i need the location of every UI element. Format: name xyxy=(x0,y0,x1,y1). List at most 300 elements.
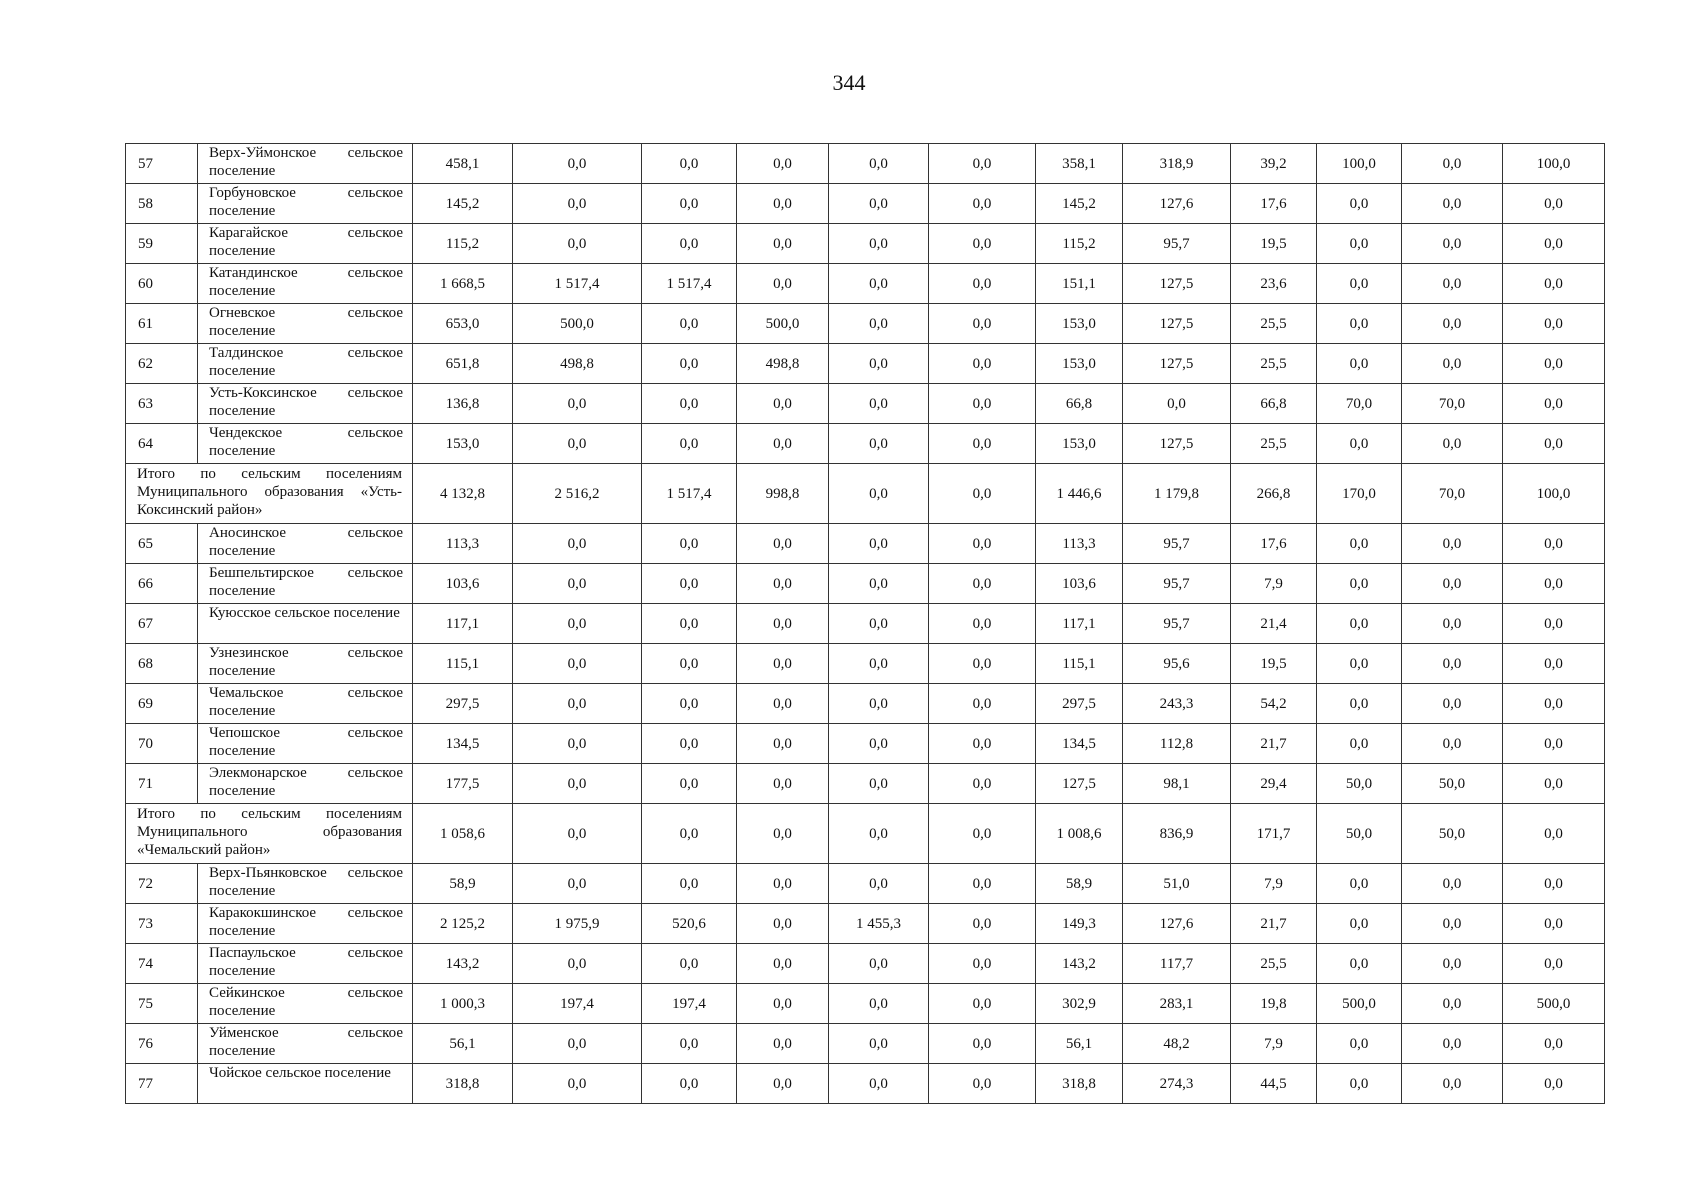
value-cell: 0,0 xyxy=(513,224,642,264)
value-cell: 0,0 xyxy=(1402,144,1503,184)
value-cell: 0,0 xyxy=(1503,304,1605,344)
value-cell: 0,0 xyxy=(1317,564,1402,604)
value-cell: 134,5 xyxy=(413,724,513,764)
value-cell: 0,0 xyxy=(642,804,737,864)
value-cell: 0,0 xyxy=(1402,864,1503,904)
value-cell: 500,0 xyxy=(1503,984,1605,1024)
value-cell: 0,0 xyxy=(737,764,829,804)
value-cell: 297,5 xyxy=(1036,684,1123,724)
value-cell: 0,0 xyxy=(642,344,737,384)
value-cell: 0,0 xyxy=(1317,524,1402,564)
value-cell: 0,0 xyxy=(737,684,829,724)
value-cell: 0,0 xyxy=(1402,684,1503,724)
value-cell: 266,8 xyxy=(1231,464,1317,524)
value-cell: 0,0 xyxy=(1503,524,1605,564)
value-cell: 0,0 xyxy=(1317,1024,1402,1064)
row-number: 70 xyxy=(126,724,198,764)
row-number: 58 xyxy=(126,184,198,224)
value-cell: 0,0 xyxy=(737,944,829,984)
table-row xyxy=(126,344,1605,384)
value-cell: 0,0 xyxy=(513,144,642,184)
value-cell: 0,0 xyxy=(642,724,737,764)
value-cell: 0,0 xyxy=(929,424,1036,464)
value-cell: 136,8 xyxy=(413,384,513,424)
value-cell: 0,0 xyxy=(1317,264,1402,304)
settlements-table xyxy=(125,143,1605,1104)
value-cell: 0,0 xyxy=(737,524,829,564)
value-cell: 0,0 xyxy=(829,224,929,264)
settlement-name: Усть-Коксинское сельское поселение xyxy=(198,384,413,424)
value-cell: 0,0 xyxy=(737,1064,829,1104)
value-cell: 0,0 xyxy=(642,564,737,604)
value-cell: 0,0 xyxy=(737,184,829,224)
value-cell: 0,0 xyxy=(929,344,1036,384)
value-cell: 0,0 xyxy=(1317,944,1402,984)
value-cell: 0,0 xyxy=(1402,1024,1503,1064)
value-cell: 1 000,3 xyxy=(413,984,513,1024)
value-cell: 0,0 xyxy=(513,384,642,424)
value-cell: 127,5 xyxy=(1123,424,1231,464)
row-number: 74 xyxy=(126,944,198,984)
value-cell: 0,0 xyxy=(737,724,829,764)
value-cell: 0,0 xyxy=(642,864,737,904)
value-cell: 117,7 xyxy=(1123,944,1231,984)
value-cell: 21,7 xyxy=(1231,904,1317,944)
value-cell: 0,0 xyxy=(829,344,929,384)
value-cell: 0,0 xyxy=(929,684,1036,724)
value-cell: 0,0 xyxy=(737,224,829,264)
value-cell: 0,0 xyxy=(1503,1024,1605,1064)
settlement-name: Карагайское сельское поселение xyxy=(198,224,413,264)
value-cell: 0,0 xyxy=(1503,264,1605,304)
row-number: 69 xyxy=(126,684,198,724)
table-row xyxy=(126,524,1605,564)
value-cell: 0,0 xyxy=(737,564,829,604)
value-cell: 0,0 xyxy=(1402,524,1503,564)
value-cell: 0,0 xyxy=(642,944,737,984)
value-cell: 95,7 xyxy=(1123,524,1231,564)
value-cell: 0,0 xyxy=(1503,644,1605,684)
value-cell: 0,0 xyxy=(737,424,829,464)
value-cell: 0,0 xyxy=(1123,384,1231,424)
value-cell: 19,5 xyxy=(1231,224,1317,264)
settlement-name: Чепошское сельское поселение xyxy=(198,724,413,764)
value-cell: 318,9 xyxy=(1123,144,1231,184)
value-cell: 0,0 xyxy=(737,1024,829,1064)
value-cell: 0,0 xyxy=(929,1064,1036,1104)
total-row xyxy=(126,464,1605,524)
value-cell: 0,0 xyxy=(929,184,1036,224)
value-cell: 358,1 xyxy=(1036,144,1123,184)
value-cell: 0,0 xyxy=(642,184,737,224)
value-cell: 0,0 xyxy=(737,904,829,944)
value-cell: 0,0 xyxy=(513,764,642,804)
value-cell: 95,7 xyxy=(1123,224,1231,264)
value-cell: 145,2 xyxy=(1036,184,1123,224)
row-number: 64 xyxy=(126,424,198,464)
value-cell: 17,6 xyxy=(1231,524,1317,564)
value-cell: 21,7 xyxy=(1231,724,1317,764)
value-cell: 0,0 xyxy=(513,644,642,684)
value-cell: 0,0 xyxy=(829,944,929,984)
value-cell: 1 668,5 xyxy=(413,264,513,304)
value-cell: 0,0 xyxy=(1317,184,1402,224)
value-cell: 0,0 xyxy=(829,384,929,424)
value-cell: 0,0 xyxy=(929,644,1036,684)
settlement-name: Огневское сельское поселение xyxy=(198,304,413,344)
value-cell: 19,8 xyxy=(1231,984,1317,1024)
value-cell: 1 058,6 xyxy=(413,804,513,864)
table-row xyxy=(126,424,1605,464)
value-cell: 0,0 xyxy=(929,764,1036,804)
value-cell: 170,0 xyxy=(1317,464,1402,524)
value-cell: 127,6 xyxy=(1123,904,1231,944)
value-cell: 0,0 xyxy=(1503,1064,1605,1104)
table-row xyxy=(126,264,1605,304)
value-cell: 0,0 xyxy=(1402,984,1503,1024)
value-cell: 51,0 xyxy=(1123,864,1231,904)
value-cell: 143,2 xyxy=(1036,944,1123,984)
value-cell: 0,0 xyxy=(642,1024,737,1064)
value-cell: 0,0 xyxy=(1503,724,1605,764)
value-cell: 0,0 xyxy=(1503,384,1605,424)
table-row xyxy=(126,604,1605,644)
value-cell: 171,7 xyxy=(1231,804,1317,864)
value-cell: 297,5 xyxy=(413,684,513,724)
value-cell: 1 517,4 xyxy=(642,464,737,524)
row-number: 76 xyxy=(126,1024,198,1064)
value-cell: 0,0 xyxy=(737,604,829,644)
value-cell: 25,5 xyxy=(1231,424,1317,464)
settlement-name: Чойское сельское поселение xyxy=(198,1064,413,1104)
value-cell: 4 132,8 xyxy=(413,464,513,524)
value-cell: 7,9 xyxy=(1231,1024,1317,1064)
settlement-name: Талдинское сельское поселение xyxy=(198,344,413,384)
value-cell: 117,1 xyxy=(1036,604,1123,644)
value-cell: 54,2 xyxy=(1231,684,1317,724)
table-row xyxy=(126,864,1605,904)
value-cell: 500,0 xyxy=(1317,984,1402,1024)
value-cell: 0,0 xyxy=(1317,304,1402,344)
value-cell: 653,0 xyxy=(413,304,513,344)
value-cell: 0,0 xyxy=(829,644,929,684)
value-cell: 153,0 xyxy=(1036,344,1123,384)
value-cell: 56,1 xyxy=(413,1024,513,1064)
value-cell: 2 516,2 xyxy=(513,464,642,524)
value-cell: 66,8 xyxy=(1036,384,1123,424)
value-cell: 0,0 xyxy=(929,564,1036,604)
value-cell: 19,5 xyxy=(1231,644,1317,684)
value-cell: 0,0 xyxy=(1402,904,1503,944)
value-cell: 143,2 xyxy=(413,944,513,984)
row-number: 57 xyxy=(126,144,198,184)
value-cell: 243,3 xyxy=(1123,684,1231,724)
value-cell: 117,1 xyxy=(413,604,513,644)
row-number: 72 xyxy=(126,864,198,904)
value-cell: 0,0 xyxy=(929,384,1036,424)
value-cell: 520,6 xyxy=(642,904,737,944)
value-cell: 0,0 xyxy=(829,524,929,564)
value-cell: 0,0 xyxy=(1402,724,1503,764)
total-row xyxy=(126,804,1605,864)
value-cell: 0,0 xyxy=(829,724,929,764)
settlement-name: Аносинское сельское поселение xyxy=(198,524,413,564)
value-cell: 0,0 xyxy=(829,864,929,904)
value-cell: 134,5 xyxy=(1036,724,1123,764)
value-cell: 44,5 xyxy=(1231,1064,1317,1104)
value-cell: 95,7 xyxy=(1123,564,1231,604)
value-cell: 0,0 xyxy=(829,144,929,184)
value-cell: 318,8 xyxy=(1036,1064,1123,1104)
value-cell: 103,6 xyxy=(413,564,513,604)
table-row xyxy=(126,384,1605,424)
value-cell: 500,0 xyxy=(513,304,642,344)
settlement-name: Верх-Пьянковское сельское поселение xyxy=(198,864,413,904)
value-cell: 0,0 xyxy=(737,644,829,684)
table-row xyxy=(126,764,1605,804)
value-cell: 0,0 xyxy=(1503,184,1605,224)
value-cell: 103,6 xyxy=(1036,564,1123,604)
row-number: 65 xyxy=(126,524,198,564)
value-cell: 70,0 xyxy=(1402,384,1503,424)
value-cell: 0,0 xyxy=(1503,424,1605,464)
value-cell: 500,0 xyxy=(737,304,829,344)
value-cell: 498,8 xyxy=(737,344,829,384)
value-cell: 0,0 xyxy=(513,1024,642,1064)
value-cell: 0,0 xyxy=(642,604,737,644)
settlement-name: Верх-Уймонское сельское поселение xyxy=(198,144,413,184)
value-cell: 17,6 xyxy=(1231,184,1317,224)
value-cell: 0,0 xyxy=(1402,264,1503,304)
value-cell: 0,0 xyxy=(642,304,737,344)
value-cell: 115,2 xyxy=(1036,224,1123,264)
value-cell: 0,0 xyxy=(829,604,929,644)
value-cell: 2 125,2 xyxy=(413,904,513,944)
value-cell: 0,0 xyxy=(737,804,829,864)
value-cell: 0,0 xyxy=(1503,224,1605,264)
table-row xyxy=(126,724,1605,764)
table-row xyxy=(126,984,1605,1024)
settlement-name: Сейкинское сельское поселение xyxy=(198,984,413,1024)
value-cell: 0,0 xyxy=(1402,424,1503,464)
table-row xyxy=(126,1064,1605,1104)
value-cell: 58,9 xyxy=(1036,864,1123,904)
value-cell: 115,1 xyxy=(413,644,513,684)
value-cell: 1 008,6 xyxy=(1036,804,1123,864)
row-number: 59 xyxy=(126,224,198,264)
value-cell: 197,4 xyxy=(513,984,642,1024)
value-cell: 0,0 xyxy=(829,464,929,524)
value-cell: 1 455,3 xyxy=(829,904,929,944)
value-cell: 0,0 xyxy=(929,524,1036,564)
value-cell: 0,0 xyxy=(829,984,929,1024)
table-row xyxy=(126,644,1605,684)
value-cell: 0,0 xyxy=(737,864,829,904)
value-cell: 25,5 xyxy=(1231,944,1317,984)
value-cell: 0,0 xyxy=(642,764,737,804)
value-cell: 0,0 xyxy=(1317,684,1402,724)
value-cell: 318,8 xyxy=(413,1064,513,1104)
value-cell: 0,0 xyxy=(513,804,642,864)
value-cell: 0,0 xyxy=(829,1024,929,1064)
value-cell: 0,0 xyxy=(1402,224,1503,264)
settlement-name: Паспаульское сельское поселение xyxy=(198,944,413,984)
value-cell: 274,3 xyxy=(1123,1064,1231,1104)
value-cell: 0,0 xyxy=(642,644,737,684)
table-row xyxy=(126,224,1605,264)
value-cell: 651,8 xyxy=(413,344,513,384)
value-cell: 0,0 xyxy=(513,604,642,644)
value-cell: 0,0 xyxy=(1503,564,1605,604)
value-cell: 29,4 xyxy=(1231,764,1317,804)
value-cell: 0,0 xyxy=(929,304,1036,344)
table-row xyxy=(126,184,1605,224)
value-cell: 39,2 xyxy=(1231,144,1317,184)
value-cell: 0,0 xyxy=(513,684,642,724)
value-cell: 0,0 xyxy=(929,904,1036,944)
value-cell: 25,5 xyxy=(1231,304,1317,344)
value-cell: 458,1 xyxy=(413,144,513,184)
value-cell: 153,0 xyxy=(413,424,513,464)
value-cell: 0,0 xyxy=(642,424,737,464)
row-number: 71 xyxy=(126,764,198,804)
value-cell: 1 179,8 xyxy=(1123,464,1231,524)
value-cell: 100,0 xyxy=(1317,144,1402,184)
value-cell: 0,0 xyxy=(1317,904,1402,944)
value-cell: 498,8 xyxy=(513,344,642,384)
value-cell: 95,7 xyxy=(1123,604,1231,644)
value-cell: 0,0 xyxy=(513,424,642,464)
value-cell: 100,0 xyxy=(1503,464,1605,524)
value-cell: 25,5 xyxy=(1231,344,1317,384)
value-cell: 127,6 xyxy=(1123,184,1231,224)
row-number: 68 xyxy=(126,644,198,684)
row-number: 61 xyxy=(126,304,198,344)
value-cell: 177,5 xyxy=(413,764,513,804)
value-cell: 0,0 xyxy=(513,184,642,224)
value-cell: 115,1 xyxy=(1036,644,1123,684)
settlement-name: Бешпельтирское сельское поселение xyxy=(198,564,413,604)
value-cell: 7,9 xyxy=(1231,864,1317,904)
value-cell: 0,0 xyxy=(642,1064,737,1104)
value-cell: 0,0 xyxy=(1317,224,1402,264)
value-cell: 153,0 xyxy=(1036,424,1123,464)
settlement-name: Куюсское сельское поселение xyxy=(198,604,413,644)
value-cell: 0,0 xyxy=(1503,864,1605,904)
value-cell: 0,0 xyxy=(1402,644,1503,684)
table-row xyxy=(126,684,1605,724)
value-cell: 0,0 xyxy=(929,264,1036,304)
value-cell: 0,0 xyxy=(642,384,737,424)
value-cell: 70,0 xyxy=(1317,384,1402,424)
value-cell: 0,0 xyxy=(513,724,642,764)
value-cell: 127,5 xyxy=(1123,304,1231,344)
settlement-name: Чендекское сельское поселение xyxy=(198,424,413,464)
settlement-name: Каракокшинское сельское поселение xyxy=(198,904,413,944)
value-cell: 0,0 xyxy=(929,804,1036,864)
value-cell: 56,1 xyxy=(1036,1024,1123,1064)
page-number: 344 xyxy=(832,70,866,95)
value-cell: 145,2 xyxy=(413,184,513,224)
value-cell: 58,9 xyxy=(413,864,513,904)
value-cell: 100,0 xyxy=(1503,144,1605,184)
value-cell: 0,0 xyxy=(1503,604,1605,644)
row-number: 73 xyxy=(126,904,198,944)
value-cell: 0,0 xyxy=(1317,644,1402,684)
value-cell: 0,0 xyxy=(1317,604,1402,644)
table-row xyxy=(126,304,1605,344)
table-row xyxy=(126,1024,1605,1064)
value-cell: 0,0 xyxy=(513,564,642,604)
value-cell: 0,0 xyxy=(1503,684,1605,724)
value-cell: 0,0 xyxy=(829,684,929,724)
value-cell: 0,0 xyxy=(829,424,929,464)
value-cell: 0,0 xyxy=(1503,804,1605,864)
value-cell: 98,1 xyxy=(1123,764,1231,804)
value-cell: 48,2 xyxy=(1123,1024,1231,1064)
row-number: 77 xyxy=(126,1064,198,1104)
value-cell: 0,0 xyxy=(1317,724,1402,764)
value-cell: 0,0 xyxy=(1317,1064,1402,1104)
row-number: 75 xyxy=(126,984,198,1024)
value-cell: 151,1 xyxy=(1036,264,1123,304)
settlement-name: Элекмонарское сельское поселение xyxy=(198,764,413,804)
value-cell: 0,0 xyxy=(929,864,1036,904)
value-cell: 0,0 xyxy=(1503,904,1605,944)
value-cell: 0,0 xyxy=(1402,944,1503,984)
value-cell: 0,0 xyxy=(829,304,929,344)
value-cell: 0,0 xyxy=(513,524,642,564)
value-cell: 23,6 xyxy=(1231,264,1317,304)
value-cell: 95,6 xyxy=(1123,644,1231,684)
row-number: 63 xyxy=(126,384,198,424)
value-cell: 0,0 xyxy=(642,684,737,724)
value-cell: 0,0 xyxy=(737,144,829,184)
value-cell: 1 517,4 xyxy=(513,264,642,304)
value-cell: 112,8 xyxy=(1123,724,1231,764)
value-cell: 0,0 xyxy=(1402,184,1503,224)
value-cell: 998,8 xyxy=(737,464,829,524)
value-cell: 836,9 xyxy=(1123,804,1231,864)
value-cell: 0,0 xyxy=(829,564,929,604)
value-cell: 50,0 xyxy=(1317,804,1402,864)
table-row xyxy=(126,904,1605,944)
value-cell: 0,0 xyxy=(929,1024,1036,1064)
value-cell: 7,9 xyxy=(1231,564,1317,604)
settlement-name: Узнезинское сельское поселение xyxy=(198,644,413,684)
total-label: Итого по сельским поселениям Муниципального образования «Чемальский район» xyxy=(126,804,413,864)
row-number: 66 xyxy=(126,564,198,604)
value-cell: 1 446,6 xyxy=(1036,464,1123,524)
table-row xyxy=(126,564,1605,604)
value-cell: 0,0 xyxy=(1317,344,1402,384)
value-cell: 0,0 xyxy=(929,224,1036,264)
total-label: Итого по сельским поселениям Муниципального образования «Усть-Коксинский район» xyxy=(126,464,413,524)
value-cell: 0,0 xyxy=(513,944,642,984)
settlement-name: Горбуновское сельское поселение xyxy=(198,184,413,224)
value-cell: 1 517,4 xyxy=(642,264,737,304)
row-number: 62 xyxy=(126,344,198,384)
value-cell: 0,0 xyxy=(1402,1064,1503,1104)
value-cell: 0,0 xyxy=(929,944,1036,984)
table-body xyxy=(126,144,1605,1104)
value-cell: 50,0 xyxy=(1317,764,1402,804)
value-cell: 197,4 xyxy=(642,984,737,1024)
value-cell: 0,0 xyxy=(642,144,737,184)
value-cell: 50,0 xyxy=(1402,764,1503,804)
value-cell: 0,0 xyxy=(829,264,929,304)
value-cell: 0,0 xyxy=(1402,304,1503,344)
